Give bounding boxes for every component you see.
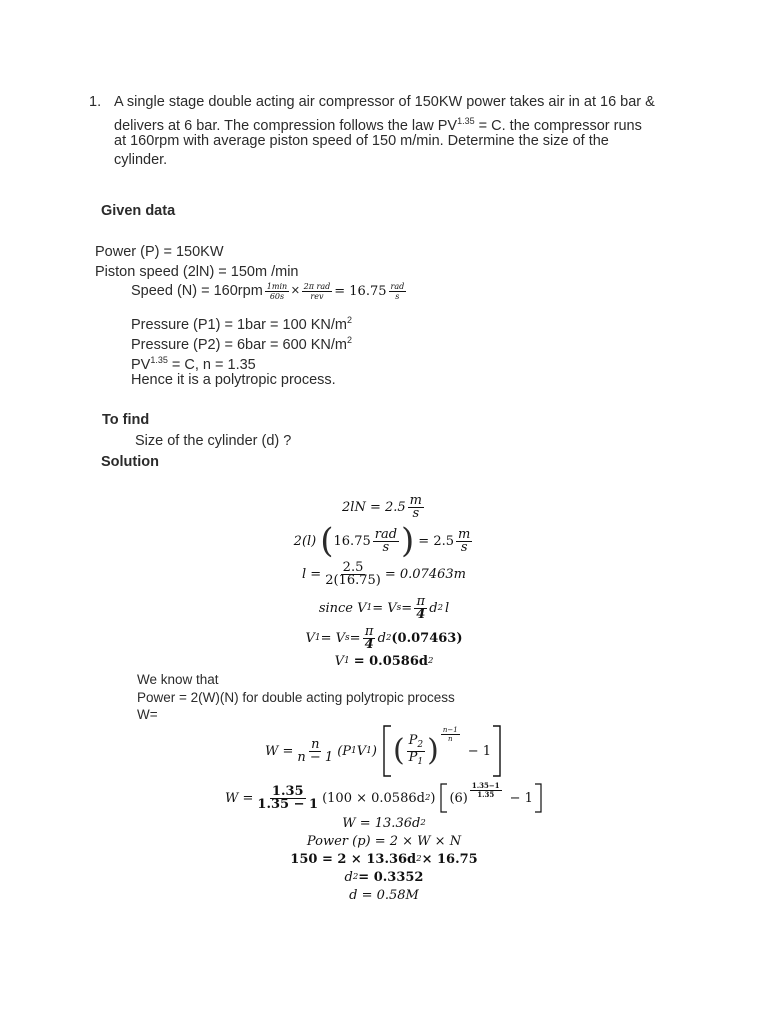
speed-frac3-den: s [395,292,400,302]
eq3-fraction [323,559,383,588]
wn-fraction [255,783,320,812]
wf-exp-den: n [448,735,453,743]
eq5-rhs: (0.07463) [391,630,463,646]
eq2-unit [373,526,399,555]
equation-2l [0,521,768,561]
wn-exponent [470,782,502,799]
problem-line-2-text: delivers at 6 bar. The compression follows the law PV [114,117,458,134]
eq4-pi-over-4 [414,593,427,622]
w3-sq: 2 [420,818,426,828]
wf-exponent [441,726,460,743]
problem-line-3: at 160rpm with average piston speed of 150 m/min. Determine the size of the [114,133,609,149]
wf-n: n [311,736,320,752]
wn-exp-num: 1.35−1 [471,781,500,790]
eq6-lhs: V [334,653,344,669]
wn-mid: (100 × 0.0586d [322,790,425,806]
w5-text: 150 = 2 × 13.36d [290,851,417,867]
eq4-lhs: since V [318,600,367,616]
wf-paren-open: ( [392,733,405,768]
wf-n1: n − 1 [297,749,334,765]
wn-close: ) [430,790,436,806]
speed-frac2-den: rev [310,292,324,302]
eq5-sub1: 1 [314,633,321,643]
wf-p-sub: 1 [351,746,357,756]
given-speed [131,282,408,302]
wf-bracket-open [381,724,393,778]
w-equals: W= [137,707,158,722]
speed-fraction-2 [302,282,333,301]
speed-prefix: Speed (N) = 160rpm [131,283,263,299]
wn-den: 1.35 − 1 [257,796,319,812]
equation-2lN [0,492,768,522]
w5-sq: 2 [416,854,422,864]
wf-p2-sub: 2 [417,739,424,750]
eq2-unit-den: s [382,539,390,555]
eq2-rhs-unit-num: m [458,526,471,542]
wn-bracket-open [439,783,449,813]
eq5-subs: s [345,633,350,643]
equation-since-v1 [0,592,768,624]
equation-l [0,558,768,590]
wf-minus1: − 1 [467,743,491,759]
wn-lhs: W = [225,790,254,806]
speed-frac1-den: 60s [269,292,285,302]
wn-six: (6) [449,790,468,806]
given-piston-speed: Piston speed (2lN) = 150m /min [95,264,299,280]
eq6-rhs: = 0.0586d [353,653,428,669]
eq4-l: l [445,600,450,616]
eq2-lhs: 2(l) [293,533,317,549]
wf-lhs: W = [264,743,294,759]
eq2-value: 16.75 [333,533,371,549]
w5-tail: × 16.75 [421,851,478,867]
eq2-paren-close: ) [401,521,415,561]
to-find-text: Size of the cylinder (d) ? [135,433,292,449]
wf-p: (P [337,743,352,759]
eq5-pi: π [364,623,374,639]
eq3-lhs: l = [302,566,322,582]
eq5-pi-over-4 [363,623,376,652]
speed-result: = 16.75 [334,284,387,299]
p1-sq: 2 [347,315,353,325]
wf-p2-p: P [408,732,418,748]
wf-close: ) [371,743,377,759]
problem-line-4: cylinder. [114,152,168,168]
eq5-four: 4 [364,636,374,652]
eq1-unit [408,492,424,521]
speed-frac1-num: 1min [266,282,288,292]
speed-frac2-num: 2π rad [303,282,331,292]
equation-work-numeric [0,780,768,816]
wf-p1-sub: 1 [417,756,424,767]
given-hence: Hence it is a polytropic process. [131,372,336,388]
eq5-d: d [377,630,386,646]
eq2-paren-open: ( [320,521,334,561]
p1-text: Pressure (P1) = 1bar = 100 KN/m [131,316,347,333]
w6-sq: 2 [352,872,359,882]
wf-paren-close: ) [427,733,439,768]
w6-d: d [344,869,353,885]
wf-exp-num: n−1 [442,726,458,734]
eq6-sub1: 1 [343,656,350,666]
eq2-unit-num: rad [374,526,398,542]
eq1-lhs: 2lN = 2.5 [342,499,406,515]
problem-number: 1. [89,94,102,110]
equation-work-formula [0,724,768,778]
speed-fraction-3 [389,282,407,301]
pv-exp: 1.35 [150,355,168,365]
equation-d-result [0,884,768,906]
we-know-that: We know that [137,672,219,687]
problem-line-1: A single stage double acting air compressor of 150KW power takes air in at 16 bar & [114,94,655,110]
wf-p2-over-p1 [407,732,425,768]
eq4-eq: = [401,600,413,616]
wf-n-over-n1 [295,736,335,765]
to-find-heading: To find [102,412,150,428]
given-power: Power (P) = 150KW [95,244,224,260]
wn-bracket-close [533,783,543,813]
eq5-mid: = V [320,630,346,646]
eq5-eq: = [349,630,361,646]
wn-sq: 2 [424,793,431,803]
w4-text: Power (p) = 2 × W × N [306,833,462,849]
times-sign: × [291,283,300,299]
speed-fraction-1 [265,282,289,301]
equation-v1-result [0,649,768,673]
given-data-heading: Given data [101,203,176,219]
eq3-rhs: = 0.07463m [384,566,466,582]
w6-tail: = 0.3352 [358,869,424,885]
eq1-unit-num: m [409,492,422,508]
wf-bracket-close [491,724,503,778]
pv-suffix: = C, n = 1.35 [167,356,256,373]
eq6-sq: 2 [427,656,434,666]
wn-exp-den: 1.35 [477,790,495,799]
power-definition: Power = 2(W)(N) for double acting polytropic process [137,690,455,705]
eq4-d-sq: 2 [437,603,443,613]
problem-line-2-tail: = C. the compressor runs [478,117,642,134]
eq5-lhs: V [305,630,315,646]
p2-sq: 2 [347,335,353,345]
wf-p1 [407,749,425,768]
eq4-subs: s [396,603,402,613]
eq3-num: 2.5 [342,559,364,575]
eq3-den: 2(16.75) [325,572,381,588]
eq2-rhs: = 2.5 [418,533,454,549]
wn-num: 1.35 [271,783,304,799]
p2-text: Pressure (P2) = 6bar = 600 KN/m [131,336,347,353]
speed-frac3-num: rad [390,282,405,292]
w7-text: d = 0.58M [349,887,419,903]
problem-exponent: 1.35 [457,116,475,126]
solution-heading: Solution [101,454,159,470]
eq4-four: 4 [416,606,426,622]
eq4-sub1: 1 [366,603,373,613]
eq4-mid: = V [372,600,397,616]
eq1-unit-den: s [412,505,420,521]
wf-v-sub: 1 [366,746,372,756]
eq5-d-sq: 2 [385,633,392,643]
eq4-pi: π [416,593,425,609]
pv-prefix: PV [131,356,151,373]
eq4-d: d [429,600,438,616]
wf-p1-p: P [408,749,418,765]
eq2-rhs-unit-den: s [460,539,468,555]
wn-minus1: − 1 [509,790,533,806]
eq2-rhs-unit [456,526,472,555]
w3-text: W = 13.36d [342,815,421,831]
wf-v: V [356,743,367,759]
